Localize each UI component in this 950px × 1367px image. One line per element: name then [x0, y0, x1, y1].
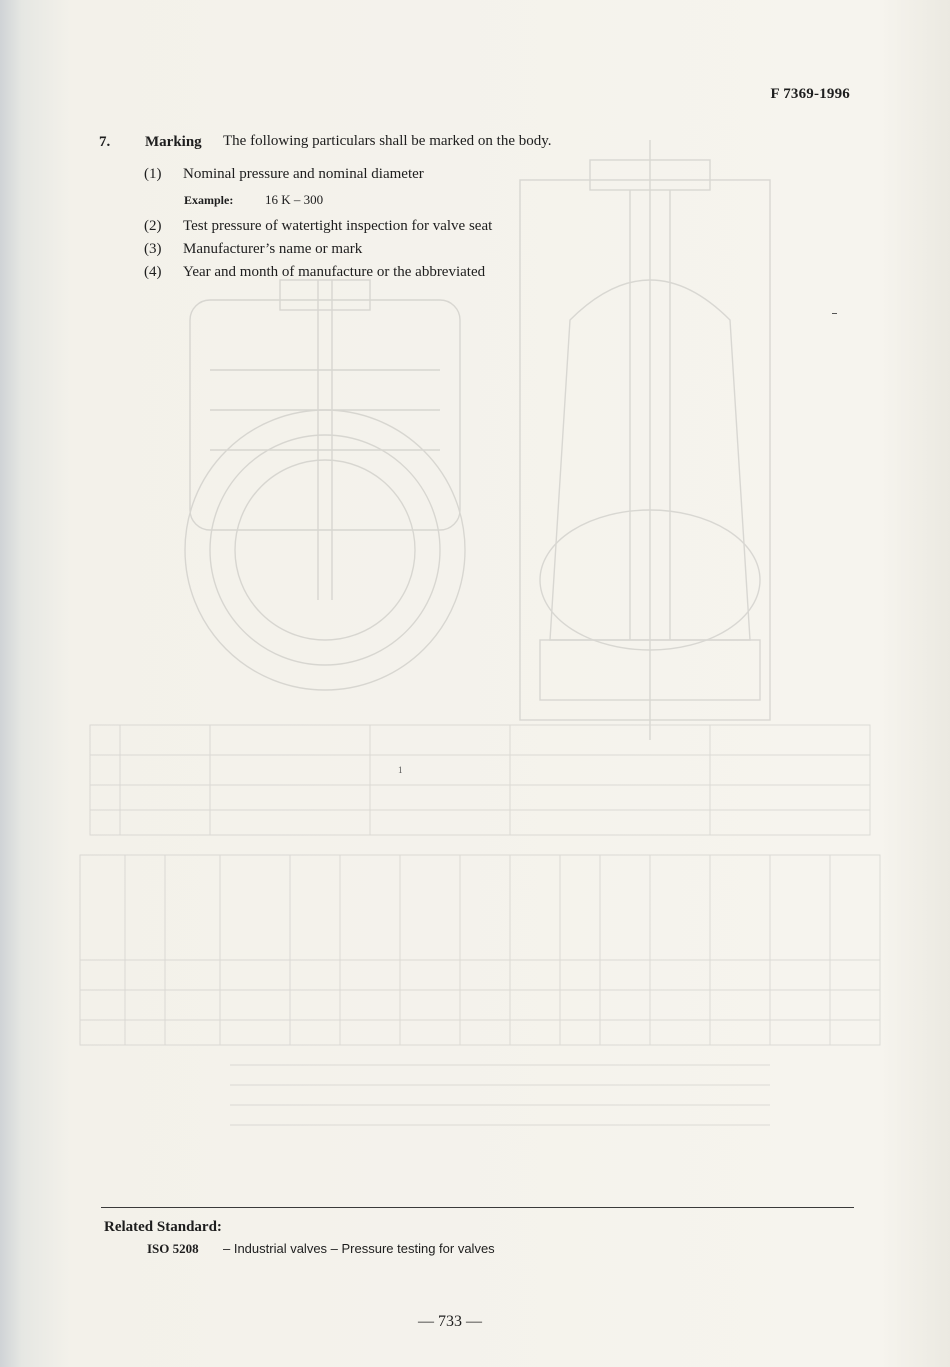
list-item-text: Year and month of manufacture or the abbreviated — [183, 264, 486, 280]
related-standard-title: Related Standard: — [104, 1219, 222, 1235]
list-item-number: (1) — [144, 166, 162, 182]
list-item-number: (2) — [144, 218, 162, 234]
example-value: 16 K – 300 — [265, 192, 324, 207]
footnote-rule — [101, 1207, 854, 1208]
stray-mark — [832, 313, 837, 314]
show-through-drawing — [70, 120, 890, 1200]
list-item-number: (4) — [144, 264, 162, 280]
section-title: Marking — [145, 134, 202, 150]
related-standard-description: – Industrial valves – Pressure testing for valves — [223, 1241, 495, 1256]
page-number: — 733 — — [418, 1313, 482, 1330]
list-item-text: Manufacturer’s name or mark — [183, 241, 363, 257]
section-lead-text: The following particulars shall be marked on the body. — [223, 133, 552, 149]
section-number: 7. — [99, 134, 111, 150]
related-standard-code: ISO 5208 — [147, 1241, 199, 1256]
list-item-number: (3) — [144, 241, 162, 257]
document-number: F 7369-1996 — [770, 86, 850, 102]
example-label: Example: — [184, 193, 234, 207]
list-item-text: Test pressure of watertight inspection for valve seat — [183, 218, 493, 234]
list-item-text: Nominal pressure and nominal diameter — [183, 166, 424, 182]
figure-mark: 1 — [398, 765, 403, 775]
